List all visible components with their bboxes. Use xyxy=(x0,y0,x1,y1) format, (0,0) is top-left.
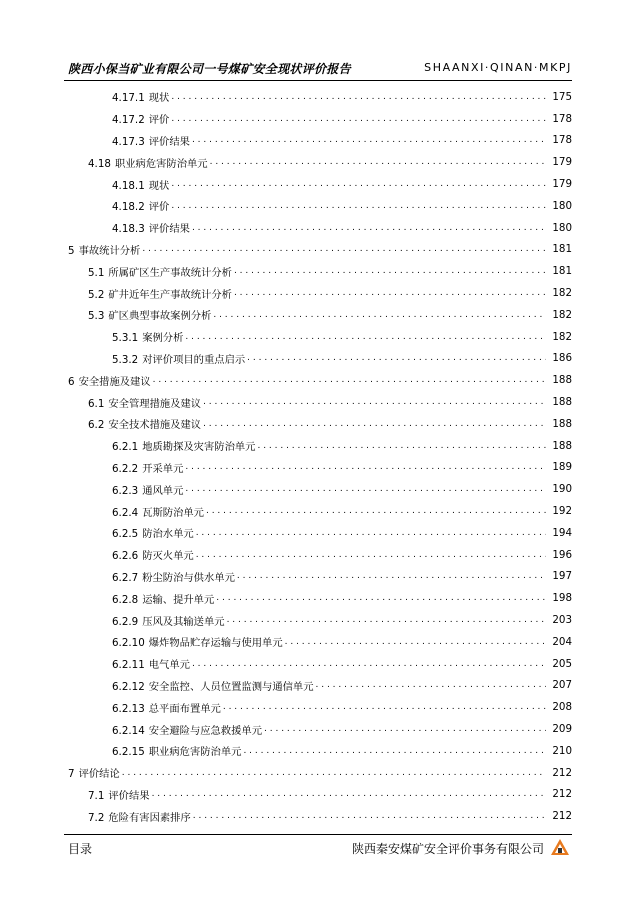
toc-entry-number: 5.3 xyxy=(88,310,105,323)
toc-leader-dots xyxy=(213,310,546,320)
toc-entry-page: 194 xyxy=(552,526,572,539)
toc-entry-page: 179 xyxy=(552,156,572,169)
toc-entry-number: 6.2.10 xyxy=(112,637,145,650)
toc-entry[interactable] xyxy=(64,326,572,348)
toc-entry-text: 通风单元 xyxy=(142,484,184,497)
toc-entry[interactable] xyxy=(64,239,572,261)
toc-entry-text: 危险有害因素排序 xyxy=(108,811,191,824)
toc-entry-number: 5.1 xyxy=(88,266,105,279)
toc-entry-number: 6.2.1 xyxy=(112,441,139,454)
toc-entry-page: 192 xyxy=(552,505,572,518)
toc-entry[interactable] xyxy=(64,282,572,304)
toc-entry-title xyxy=(112,460,185,475)
toc-leader-dots xyxy=(171,92,546,102)
toc-entry[interactable] xyxy=(64,130,572,152)
toc-entry-page: 181 xyxy=(552,243,572,256)
toc-leader-dots xyxy=(234,266,546,276)
toc-entry-title xyxy=(68,373,153,388)
toc-entry-page: 180 xyxy=(552,221,572,234)
toc-leader-dots xyxy=(216,593,546,603)
toc-entry[interactable] xyxy=(64,696,572,718)
toc-entry-number: 7 xyxy=(68,768,75,781)
toc-entry-title xyxy=(112,482,185,497)
toc-entry-page: 180 xyxy=(552,199,572,212)
toc-entry-number: 6.2.4 xyxy=(112,506,139,519)
toc-entry-number: 4.18.2 xyxy=(112,201,145,214)
toc-entry[interactable] xyxy=(64,391,572,413)
toc-entry-title xyxy=(112,678,316,693)
toc-entry-text: 现状 xyxy=(148,179,170,192)
toc-entry[interactable] xyxy=(64,566,572,588)
toc-entry-page: 188 xyxy=(552,396,572,409)
toc-leader-dots xyxy=(142,244,546,254)
toc-leader-dots xyxy=(185,332,546,342)
toc-entry-page: 186 xyxy=(552,352,572,365)
toc-entry-text: 瓦斯防治单元 xyxy=(142,506,204,519)
toc-leader-dots xyxy=(203,397,546,407)
toc-leader-dots xyxy=(196,528,546,538)
toc-entry-page: 181 xyxy=(552,265,572,278)
toc-entry-page: 188 xyxy=(552,417,572,430)
toc-entry[interactable] xyxy=(64,457,572,479)
toc-entry-text: 电气单元 xyxy=(148,659,190,672)
toc-leader-dots xyxy=(192,223,546,233)
toc-entry-number: 5.3.1 xyxy=(112,332,139,345)
toc-entry-page: 212 xyxy=(552,810,572,823)
toc-entry-number: 4.17.2 xyxy=(112,114,145,127)
toc-entry-page: 204 xyxy=(552,635,572,648)
toc-entry-title xyxy=(112,438,257,453)
toc-entry-text: 总平面布置单元 xyxy=(148,702,221,715)
toc-entry[interactable] xyxy=(64,762,572,784)
toc-entry[interactable] xyxy=(64,609,572,631)
toc-leader-dots xyxy=(210,157,546,167)
toc-entry[interactable] xyxy=(64,653,572,675)
toc-entry-text: 安全避险与应急救援单元 xyxy=(148,724,263,737)
toc-entry-page: 210 xyxy=(552,744,572,757)
toc-entry-page: 182 xyxy=(552,330,572,343)
toc-entry[interactable] xyxy=(64,740,572,762)
toc-entry-title xyxy=(112,133,192,148)
toc-entry-text: 评价结果 xyxy=(108,789,150,802)
toc-entry-title xyxy=(68,242,142,257)
toc-entry-text: 评价 xyxy=(148,114,170,127)
toc-entry-title xyxy=(112,177,171,192)
toc-entry-number: 6.2.8 xyxy=(112,593,139,606)
toc-leader-dots xyxy=(153,375,546,385)
toc-entry-page: 196 xyxy=(552,548,572,561)
toc-leader-dots xyxy=(185,462,546,472)
toc-leader-dots xyxy=(206,506,546,516)
toc-leader-dots xyxy=(193,811,546,821)
toc-entry[interactable] xyxy=(64,260,572,282)
toc-entry-number: 6.2.12 xyxy=(112,680,145,693)
company-logo-icon xyxy=(550,838,570,856)
toc-entry-title xyxy=(112,525,196,540)
toc-entry-title xyxy=(88,787,152,802)
toc-entry-text: 职业病危害防治单元 xyxy=(114,157,208,170)
toc-entry-page: 197 xyxy=(552,570,572,583)
toc-entry-page: 182 xyxy=(552,287,572,300)
toc-entry-title xyxy=(112,700,223,715)
toc-entry-number: 7.2 xyxy=(88,811,105,824)
toc-entry-text: 事故统计分析 xyxy=(78,244,141,257)
toc-entry-text: 评价结果 xyxy=(148,223,190,236)
toc-entry-text: 矿区典型事故案例分析 xyxy=(108,310,212,323)
toc-entry-page: 190 xyxy=(552,483,572,496)
toc-entry-text: 对评价项目的重点启示 xyxy=(142,353,246,366)
toc-entry[interactable] xyxy=(64,348,572,370)
toc-entry-title xyxy=(112,504,206,519)
footer-company-name: 陕西秦安煤矿安全评价事务有限公司 xyxy=(351,842,544,856)
toc-entry[interactable] xyxy=(64,369,572,391)
toc-entry-page: 212 xyxy=(552,788,572,801)
toc-entry-number: 6.2.5 xyxy=(112,528,139,541)
toc-entry-number: 7.1 xyxy=(88,789,105,802)
toc-entry-page: 209 xyxy=(552,723,572,735)
toc-entry-title xyxy=(88,155,210,170)
toc-entry-text: 安全监控、人员位置监测与通信单元 xyxy=(148,680,314,693)
toc-entry[interactable] xyxy=(64,675,572,697)
header-report-title: 陕西小保当矿业有限公司一号煤矿安全现状评价报告 xyxy=(68,62,351,76)
toc-entry-title xyxy=(88,395,203,410)
toc-leader-dots xyxy=(152,789,546,799)
toc-leader-dots xyxy=(234,288,546,298)
toc-entry[interactable] xyxy=(64,435,572,457)
toc-entry-text: 爆炸物品贮存运输与使用单元 xyxy=(148,637,283,650)
toc-entry-page: 205 xyxy=(552,657,572,670)
toc-entry-page: 189 xyxy=(552,461,572,474)
toc-entry[interactable] xyxy=(64,805,572,827)
toc-entry-title xyxy=(88,286,234,301)
toc-entry[interactable] xyxy=(64,631,572,653)
toc-entry-number: 5.3.2 xyxy=(112,353,139,366)
toc-leader-dots xyxy=(171,114,546,124)
toc-entry-title xyxy=(112,569,237,584)
toc-entry-title xyxy=(112,111,171,126)
toc-entry-title xyxy=(88,264,234,279)
toc-entry-number: 6.2.2 xyxy=(112,462,139,475)
toc-entry[interactable] xyxy=(64,304,572,326)
toc-leader-dots xyxy=(192,135,546,145)
toc-leader-dots xyxy=(237,571,546,581)
toc-leader-dots xyxy=(171,201,546,211)
toc-entry[interactable] xyxy=(64,86,572,108)
toc-entry[interactable] xyxy=(64,108,572,130)
toc-entry-text: 评价结果 xyxy=(148,135,190,148)
toc-entry-title xyxy=(88,416,203,431)
toc-entry-number: 6.2.9 xyxy=(112,615,139,628)
toc-entry-page: 178 xyxy=(552,112,572,125)
toc-entry-text: 开采单元 xyxy=(142,462,184,475)
toc-entry-page: 203 xyxy=(552,614,572,627)
toc-entry-page: 188 xyxy=(552,374,572,387)
toc-entry-title xyxy=(68,765,122,780)
toc-leader-dots xyxy=(196,550,546,560)
toc-entry-title xyxy=(112,220,192,235)
toc-entry-title xyxy=(112,351,247,366)
toc-entry[interactable] xyxy=(64,522,572,544)
toc-entry-title xyxy=(112,198,171,213)
toc-entry-text: 评价结论 xyxy=(78,768,120,781)
toc-entry-text: 案例分析 xyxy=(142,332,184,345)
toc-entry-title xyxy=(112,634,285,649)
toc-leader-dots xyxy=(185,484,546,494)
toc-entry-text: 运输、提升单元 xyxy=(142,593,215,606)
toc-entry-text: 安全技术措施及建议 xyxy=(108,419,202,432)
toc-leader-dots xyxy=(227,615,546,625)
toc-entry[interactable] xyxy=(64,195,572,217)
toc-entry-number: 6.2.6 xyxy=(112,550,139,563)
toc-entry-number: 5 xyxy=(68,244,75,257)
toc-entry-title xyxy=(112,591,216,606)
toc-entry-number: 6 xyxy=(68,375,75,388)
toc-entry-title xyxy=(112,613,227,628)
toc-leader-dots xyxy=(203,419,546,429)
toc-entry-number: 6.2.11 xyxy=(112,659,145,672)
toc-entry[interactable] xyxy=(64,173,572,195)
toc-entry-number: 4.18.1 xyxy=(112,179,145,192)
toc-entry-number: 6.2.15 xyxy=(112,746,145,759)
toc-entry[interactable] xyxy=(64,217,572,239)
toc-entry-page: 188 xyxy=(552,439,572,452)
toc-entry-page: 208 xyxy=(552,701,572,714)
toc-leader-dots xyxy=(171,179,546,189)
toc-entry-number: 6.2.13 xyxy=(112,702,145,715)
toc-entry-text: 现状 xyxy=(148,92,170,105)
toc-entry-title xyxy=(112,743,243,758)
toc-entry[interactable] xyxy=(64,151,572,173)
toc-entry-number: 4.18.3 xyxy=(112,223,145,236)
toc-entry-text: 粉尘防治与供水单元 xyxy=(142,571,235,584)
toc-entry-text: 所属矿区生产事故统计分析 xyxy=(108,266,232,279)
toc-entry-text: 安全管理措施及建议 xyxy=(108,397,202,410)
toc-entry-page: 212 xyxy=(552,766,572,779)
toc-leader-dots xyxy=(223,702,546,712)
toc-entry-text: 地质勘探及灾害防治单元 xyxy=(142,441,256,454)
toc-entry-number: 6.2.7 xyxy=(112,571,139,584)
toc-entry-title xyxy=(112,656,192,671)
toc-entry-number: 6.2 xyxy=(88,419,105,432)
toc-entry-title xyxy=(88,307,213,322)
toc-leader-dots xyxy=(243,746,546,756)
toc-entry-number: 5.2 xyxy=(88,288,105,301)
toc-entry[interactable] xyxy=(64,587,572,609)
header-code: SHAANXI·QINAN·MKPJ xyxy=(424,61,572,74)
toc-entry-title xyxy=(112,89,171,104)
toc-entry-page: 207 xyxy=(552,679,572,692)
toc-entry-number: 4.17.1 xyxy=(112,92,145,105)
toc-entry-text: 防灭火单元 xyxy=(142,550,194,563)
toc-entry-title xyxy=(112,722,264,737)
toc-entry-title xyxy=(112,547,196,562)
toc-entry-text: 安全措施及建议 xyxy=(78,375,151,388)
toc-entry[interactable] xyxy=(64,413,572,435)
toc-entry-page: 175 xyxy=(552,90,572,103)
toc-entry-number: 6.1 xyxy=(88,397,105,410)
toc-entry[interactable] xyxy=(64,544,572,566)
toc-entry-number: 6.2.14 xyxy=(112,724,145,737)
toc-entry-number: 4.18 xyxy=(88,157,111,170)
toc-entry-page: 198 xyxy=(552,592,572,605)
toc-entry-text: 防治水单元 xyxy=(142,528,194,541)
toc-leader-dots xyxy=(316,680,546,690)
toc-leader-dots xyxy=(257,441,546,451)
toc-entry-title xyxy=(88,809,193,824)
toc-leader-dots xyxy=(122,768,546,778)
page-footer xyxy=(64,834,572,857)
toc-entry[interactable] xyxy=(64,784,572,806)
toc-leader-dots xyxy=(247,353,546,363)
toc-entry-title xyxy=(112,329,185,344)
toc-entry[interactable] xyxy=(64,478,572,500)
toc-leader-dots xyxy=(264,724,546,734)
table-of-contents xyxy=(64,86,572,827)
toc-entry-text: 评价 xyxy=(148,201,170,214)
toc-entry-page: 179 xyxy=(552,178,572,191)
toc-entry-text: 职业病危害防治单元 xyxy=(148,746,242,759)
toc-entry[interactable] xyxy=(64,500,572,522)
toc-leader-dots xyxy=(192,659,546,669)
toc-entry[interactable] xyxy=(64,718,572,740)
toc-entry-page: 178 xyxy=(552,134,572,147)
page-header xyxy=(64,58,572,81)
toc-entry-number: 4.17.3 xyxy=(112,135,145,148)
toc-entry-text: 压风及其输送单元 xyxy=(142,615,225,628)
toc-leader-dots xyxy=(285,637,546,647)
toc-entry-number: 6.2.3 xyxy=(112,484,139,497)
footer-section-label: 目录 xyxy=(68,842,93,856)
toc-entry-text: 矿井近年生产事故统计分析 xyxy=(108,288,232,301)
toc-entry-page: 182 xyxy=(552,308,572,321)
